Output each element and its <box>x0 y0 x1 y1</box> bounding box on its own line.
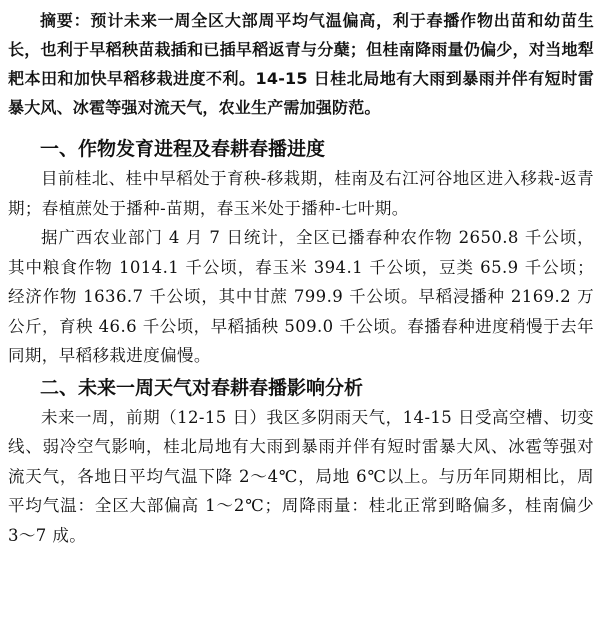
section-1-heading: 一、作物发育进程及春耕春播进度 <box>40 138 326 160</box>
section-2-heading: 二、未来一周天气对春耕春播影响分析 <box>40 376 364 399</box>
abstract-label: 摘要： <box>40 11 91 30</box>
section-1-paragraph: 据广西农业部门 4 月 7 日统计，全区已播春种农作物 2650.8 千公顷，其中粮食作物 1014.1 千公顷，春玉米 394.1 千公顷，豆类 65.9 千公顷；经济作物 1636.7 千公顷，其中甘蔗 799.9 千公顷。早稻浸播种 2169.2 万公斤，育秧 46.6 千公顷，早稻插秧 509.0 千公顷。春播春种进度稍慢于去年同期，早稻移栽进度偏慢。 <box>8 228 594 365</box>
section-1-paragraph: 目前桂北、桂中早稻处于育秧-移栽期，桂南及右江河谷地区进入移栽-返青期；春植蔗处于播种-苗期，春玉米处于播种-七叶期。 <box>8 169 594 218</box>
abstract-paragraph <box>8 0 594 122</box>
section-2-paragraph: 未来一周，前期（12-15 日）我区多阴雨天气，14-15 日受高空槽、切变线、弱冷空气影响，桂北局地有大雨到暴雨并伴有短时雷暴大风、冰雹等强对流天气，各地日平均气温下降 2～4℃，局地 6℃以上。与历年同期相比，周平均气温：全区大部偏高 1～2℃；周降雨量：桂北正常到略偏多，桂南偏少 3～7 成。 <box>8 407 594 545</box>
abstract-text: 预计未来一周全区大部周平均气温偏高，利于春播作物出苗和幼苗生长，也利于早稻秧苗栽插和已插早稻返青与分蘖；但桂南降雨量仍偏少，对当地犁耙本田和加快早稻移栽进度不利。14-15 日桂北局地有大雨到暴雨并伴有短时雷暴大风、冰雹等强对流天气，农业生产需加强防范。 <box>8 11 594 117</box>
